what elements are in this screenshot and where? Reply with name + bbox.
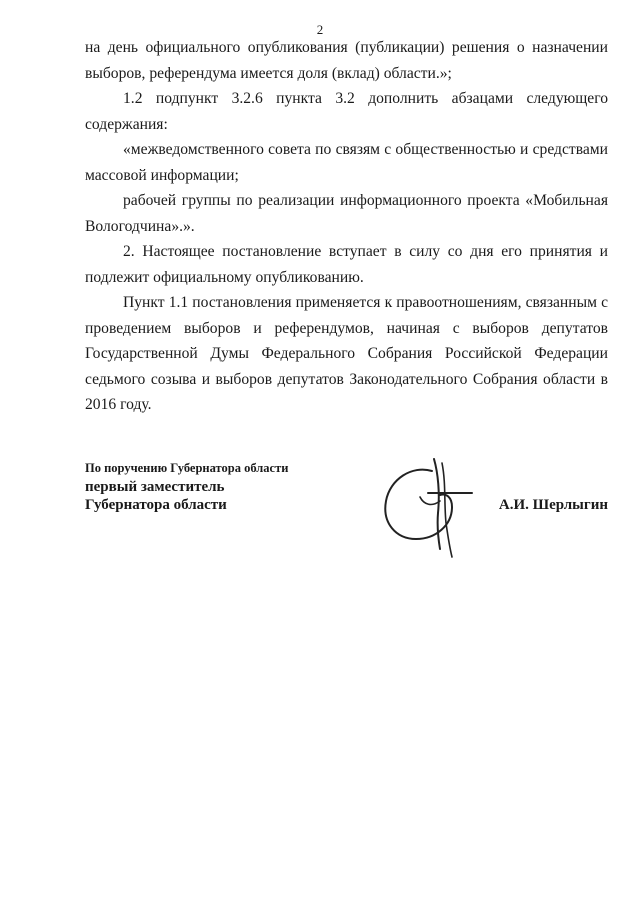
signature-authority-line: По поручению Губернатора области [85, 461, 289, 475]
paragraph-council: «межведомственного совета по связям с общественностью и средствами массовой информации; [85, 141, 608, 184]
signatory-position-line1: первый заместитель [85, 479, 225, 495]
document-body [85, 35, 608, 418]
signatory-name: А.И. Шерлыгин [498, 497, 608, 513]
paragraph-amendment: 1.2 подпункт 3.2.6 пункта 3.2 дополнить абзацами следующего содержания: [85, 90, 608, 133]
signatory-position-line2: Губернатора области [85, 497, 227, 513]
paragraph-continuation: на день официального опубликования (публикации) решения о назначении выборов, референдума имеется доля (вклад) области.»; [85, 39, 608, 82]
signature-block [85, 459, 608, 569]
page-number: 2 [316, 22, 324, 37]
paragraph-entry-into-force: 2. Настоящее постановление вступает в силу со дня его принятия и подлежит официальному опубликованию. [85, 243, 608, 286]
paragraph-application: Пункт 1.1 постановления применяется к правоотношениям, связанным с проведением выборов и референдумов, начиная с выборов депутатов Государственной Думы Федерального Собрания Российской Федерации седьмого созыва и выборов депутатов Законодательного Собрания области в 2016 году. [85, 294, 608, 413]
handwritten-signature-icon [380, 453, 490, 563]
paragraph-working-group: рабочей группы по реализации информационного проекта «Мобильная Вологодчина».». [85, 192, 608, 235]
